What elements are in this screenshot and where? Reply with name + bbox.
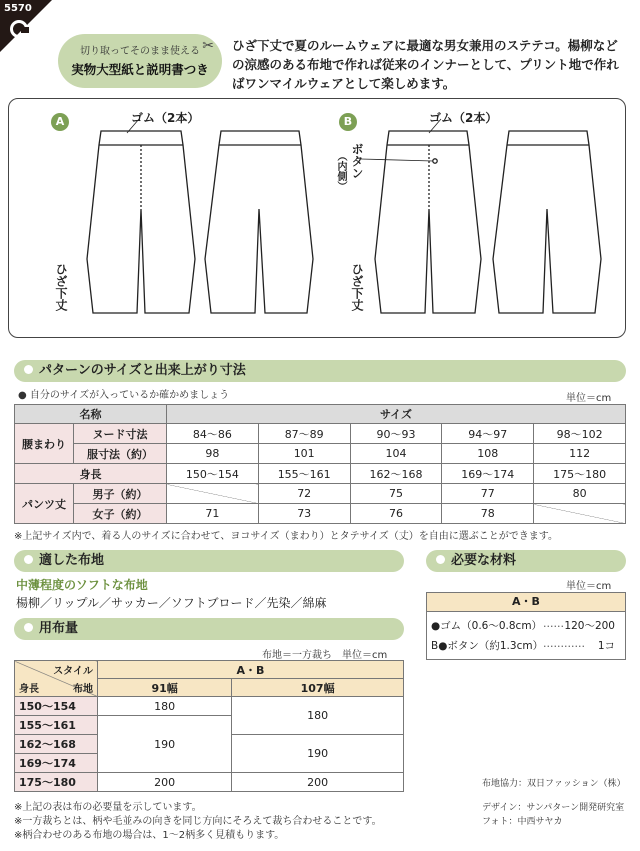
width-107: 107幅 xyxy=(232,679,404,697)
usage-91-value: 190 xyxy=(98,716,232,773)
nude-label: ヌード寸法 xyxy=(74,424,167,444)
garment-value: 98 xyxy=(167,444,259,464)
female-label: 女子（約） xyxy=(74,504,167,524)
usage-row-label: 169〜174 xyxy=(15,754,98,773)
garment-value: 104 xyxy=(350,444,442,464)
usage-107-value: 200 xyxy=(232,773,404,792)
garment-value: 112 xyxy=(534,444,626,464)
female-value: 78 xyxy=(442,504,534,524)
size-section-note: ● 自分のサイズが入っているか確かめましょう xyxy=(18,390,230,401)
bullet-icon xyxy=(436,555,445,564)
size-section-title: パターンのサイズと出来上がり寸法 xyxy=(39,363,246,378)
usage-section-title: 用布量 xyxy=(39,621,79,636)
size-col: 87〜89 xyxy=(258,424,350,444)
size-col: 90〜93 xyxy=(350,424,442,444)
style-b-length-label: ひざ下丈 xyxy=(350,263,364,311)
fabric-section-header xyxy=(14,550,404,572)
materials-section-header xyxy=(426,550,626,572)
pants-label: パンツ丈 xyxy=(15,484,74,524)
button-label: B●ボタン（約1.3cm） xyxy=(431,640,544,652)
height-value: 155〜161 xyxy=(258,464,350,484)
style-a-length-label: ひざ下丈 xyxy=(54,263,68,311)
usage-section-header xyxy=(14,618,404,640)
size-footnote: ※上記サイズ内で、着る人のサイズに合わせて、ヨコサイズ（まわり）とタテサイズ（丈）を自由に選ぶことができます。 xyxy=(14,531,558,542)
fabric-section-title: 適した布地 xyxy=(39,553,105,568)
style-b-marker: B xyxy=(339,113,357,131)
height-label: 身長 xyxy=(15,464,167,484)
usage-footnote-1: ※上記の表は布の必要量を示しています。 xyxy=(14,802,202,813)
usage-row-label: 155〜161 xyxy=(15,716,98,735)
dots-leader: ………… xyxy=(543,638,585,650)
scissors-icon: ✂ xyxy=(202,38,214,54)
cloth-label: 布地 xyxy=(73,684,93,695)
fabric-list: 楊柳／リップル／サッカー／ソフトブロード／先染／綿麻 xyxy=(16,596,327,610)
male-value: 80 xyxy=(534,484,626,504)
credit-photo: フォト：中西サヤカ xyxy=(482,817,563,827)
bullet-icon xyxy=(24,365,33,374)
size-col: 84〜86 xyxy=(167,424,259,444)
materials-section-title: 必要な材料 xyxy=(451,553,517,568)
style-b-back-pants xyxy=(493,131,601,313)
male-value: 75 xyxy=(350,484,442,504)
style-b-button-note: （内側） xyxy=(335,151,346,191)
usage-row-label: 175〜180 xyxy=(15,773,98,792)
materials-row-gum xyxy=(427,612,625,634)
badge-line1: 切り取ってそのまま使える xyxy=(80,46,200,57)
female-value: 76 xyxy=(350,504,442,524)
size-col: 94〜97 xyxy=(442,424,534,444)
style-b-gum-label: ゴム（2本） xyxy=(429,111,498,125)
style-a-gum-label: ゴム（2本） xyxy=(131,111,200,125)
usage-corner-cell xyxy=(15,661,98,697)
gum-label: ●ゴム（0.6〜0.8cm） xyxy=(431,620,543,632)
pattern-badge xyxy=(58,34,222,88)
usage-style-value: A・B xyxy=(98,661,404,679)
style-a-back-pants xyxy=(205,131,313,313)
usage-107-value: 190 xyxy=(232,735,404,773)
name-header: 名称 xyxy=(15,405,167,424)
empty-cell xyxy=(167,484,259,504)
illustration-panel xyxy=(8,98,626,338)
dots-leader: …… xyxy=(543,618,564,630)
size-header: サイズ xyxy=(167,405,626,424)
usage-91-value: 200 xyxy=(98,773,232,792)
pattern-code: 5570 xyxy=(4,3,32,14)
male-value: 72 xyxy=(258,484,350,504)
materials-header: A・B xyxy=(427,593,625,612)
usage-row-label: 150〜154 xyxy=(15,697,98,716)
usage-107-value: 180 xyxy=(232,697,404,735)
size-col: 98〜102 xyxy=(534,424,626,444)
usage-note: 布地＝一方裁ち 単位＝cm xyxy=(262,650,388,661)
style-b-front-pants xyxy=(375,131,481,313)
style-label: スタイル xyxy=(53,666,93,677)
male-label: 男子（約） xyxy=(74,484,167,504)
usage-table xyxy=(14,660,404,792)
garment-value: 108 xyxy=(442,444,534,464)
size-section-header xyxy=(14,360,626,382)
style-b-button-label: ボタン xyxy=(350,143,364,179)
materials-row-button xyxy=(427,634,625,656)
materials-unit: 単位＝cm xyxy=(566,581,612,592)
usage-footnote-2: ※一方裁ちとは、柄や毛並みの向きを同じ方向にそろえて裁ち合わせることです。 xyxy=(14,816,382,827)
size-table xyxy=(14,404,626,524)
brand-logo-icon xyxy=(10,20,28,38)
gum-value: 120〜200 xyxy=(564,620,615,632)
width-91: 91幅 xyxy=(98,679,232,697)
usage-height-label: 身長 xyxy=(19,684,39,695)
height-value: 175〜180 xyxy=(534,464,626,484)
waist-label: 腰まわり xyxy=(15,424,74,464)
fabric-subtitle: 中薄程度のソフトな布地 xyxy=(16,578,148,592)
garment-value: 101 xyxy=(258,444,350,464)
female-value: 71 xyxy=(167,504,259,524)
pants-illustration xyxy=(9,99,625,337)
height-value: 169〜174 xyxy=(442,464,534,484)
materials-box xyxy=(426,592,626,660)
button-value: 1コ xyxy=(597,640,615,652)
badge-line2: 実物大型紙と説明書つき xyxy=(71,62,209,77)
bullet-icon xyxy=(24,555,33,564)
usage-row-label: 162〜168 xyxy=(15,735,98,754)
usage-91-value: 180 xyxy=(98,697,232,716)
bullet-icon xyxy=(24,623,33,632)
height-value: 162〜168 xyxy=(350,464,442,484)
credit-fabric: 布地協力：双日ファッション（株） xyxy=(482,779,626,789)
empty-cell xyxy=(534,504,626,524)
garment-label: 服寸法（約） xyxy=(74,444,167,464)
female-value: 73 xyxy=(258,504,350,524)
male-value: 77 xyxy=(442,484,534,504)
intro-text: ひざ下丈で夏のルームウェアに最適な男女兼用のステテコ。楊柳などの涼感のある布地で作れば従来のインナーとして、プリント地で作ればワンマイルウェアとして楽しめます。 xyxy=(232,38,619,91)
size-unit: 単位＝cm xyxy=(566,393,612,404)
credit-design: デザイン：サンパターン開発研究室 xyxy=(482,803,625,813)
usage-footnote-3: ※柄合わせのある布地の場合は、1〜2柄多く見積もります。 xyxy=(14,830,285,841)
height-value: 150〜154 xyxy=(167,464,259,484)
style-a-front-pants xyxy=(87,131,195,313)
style-a-marker: A xyxy=(51,113,69,131)
